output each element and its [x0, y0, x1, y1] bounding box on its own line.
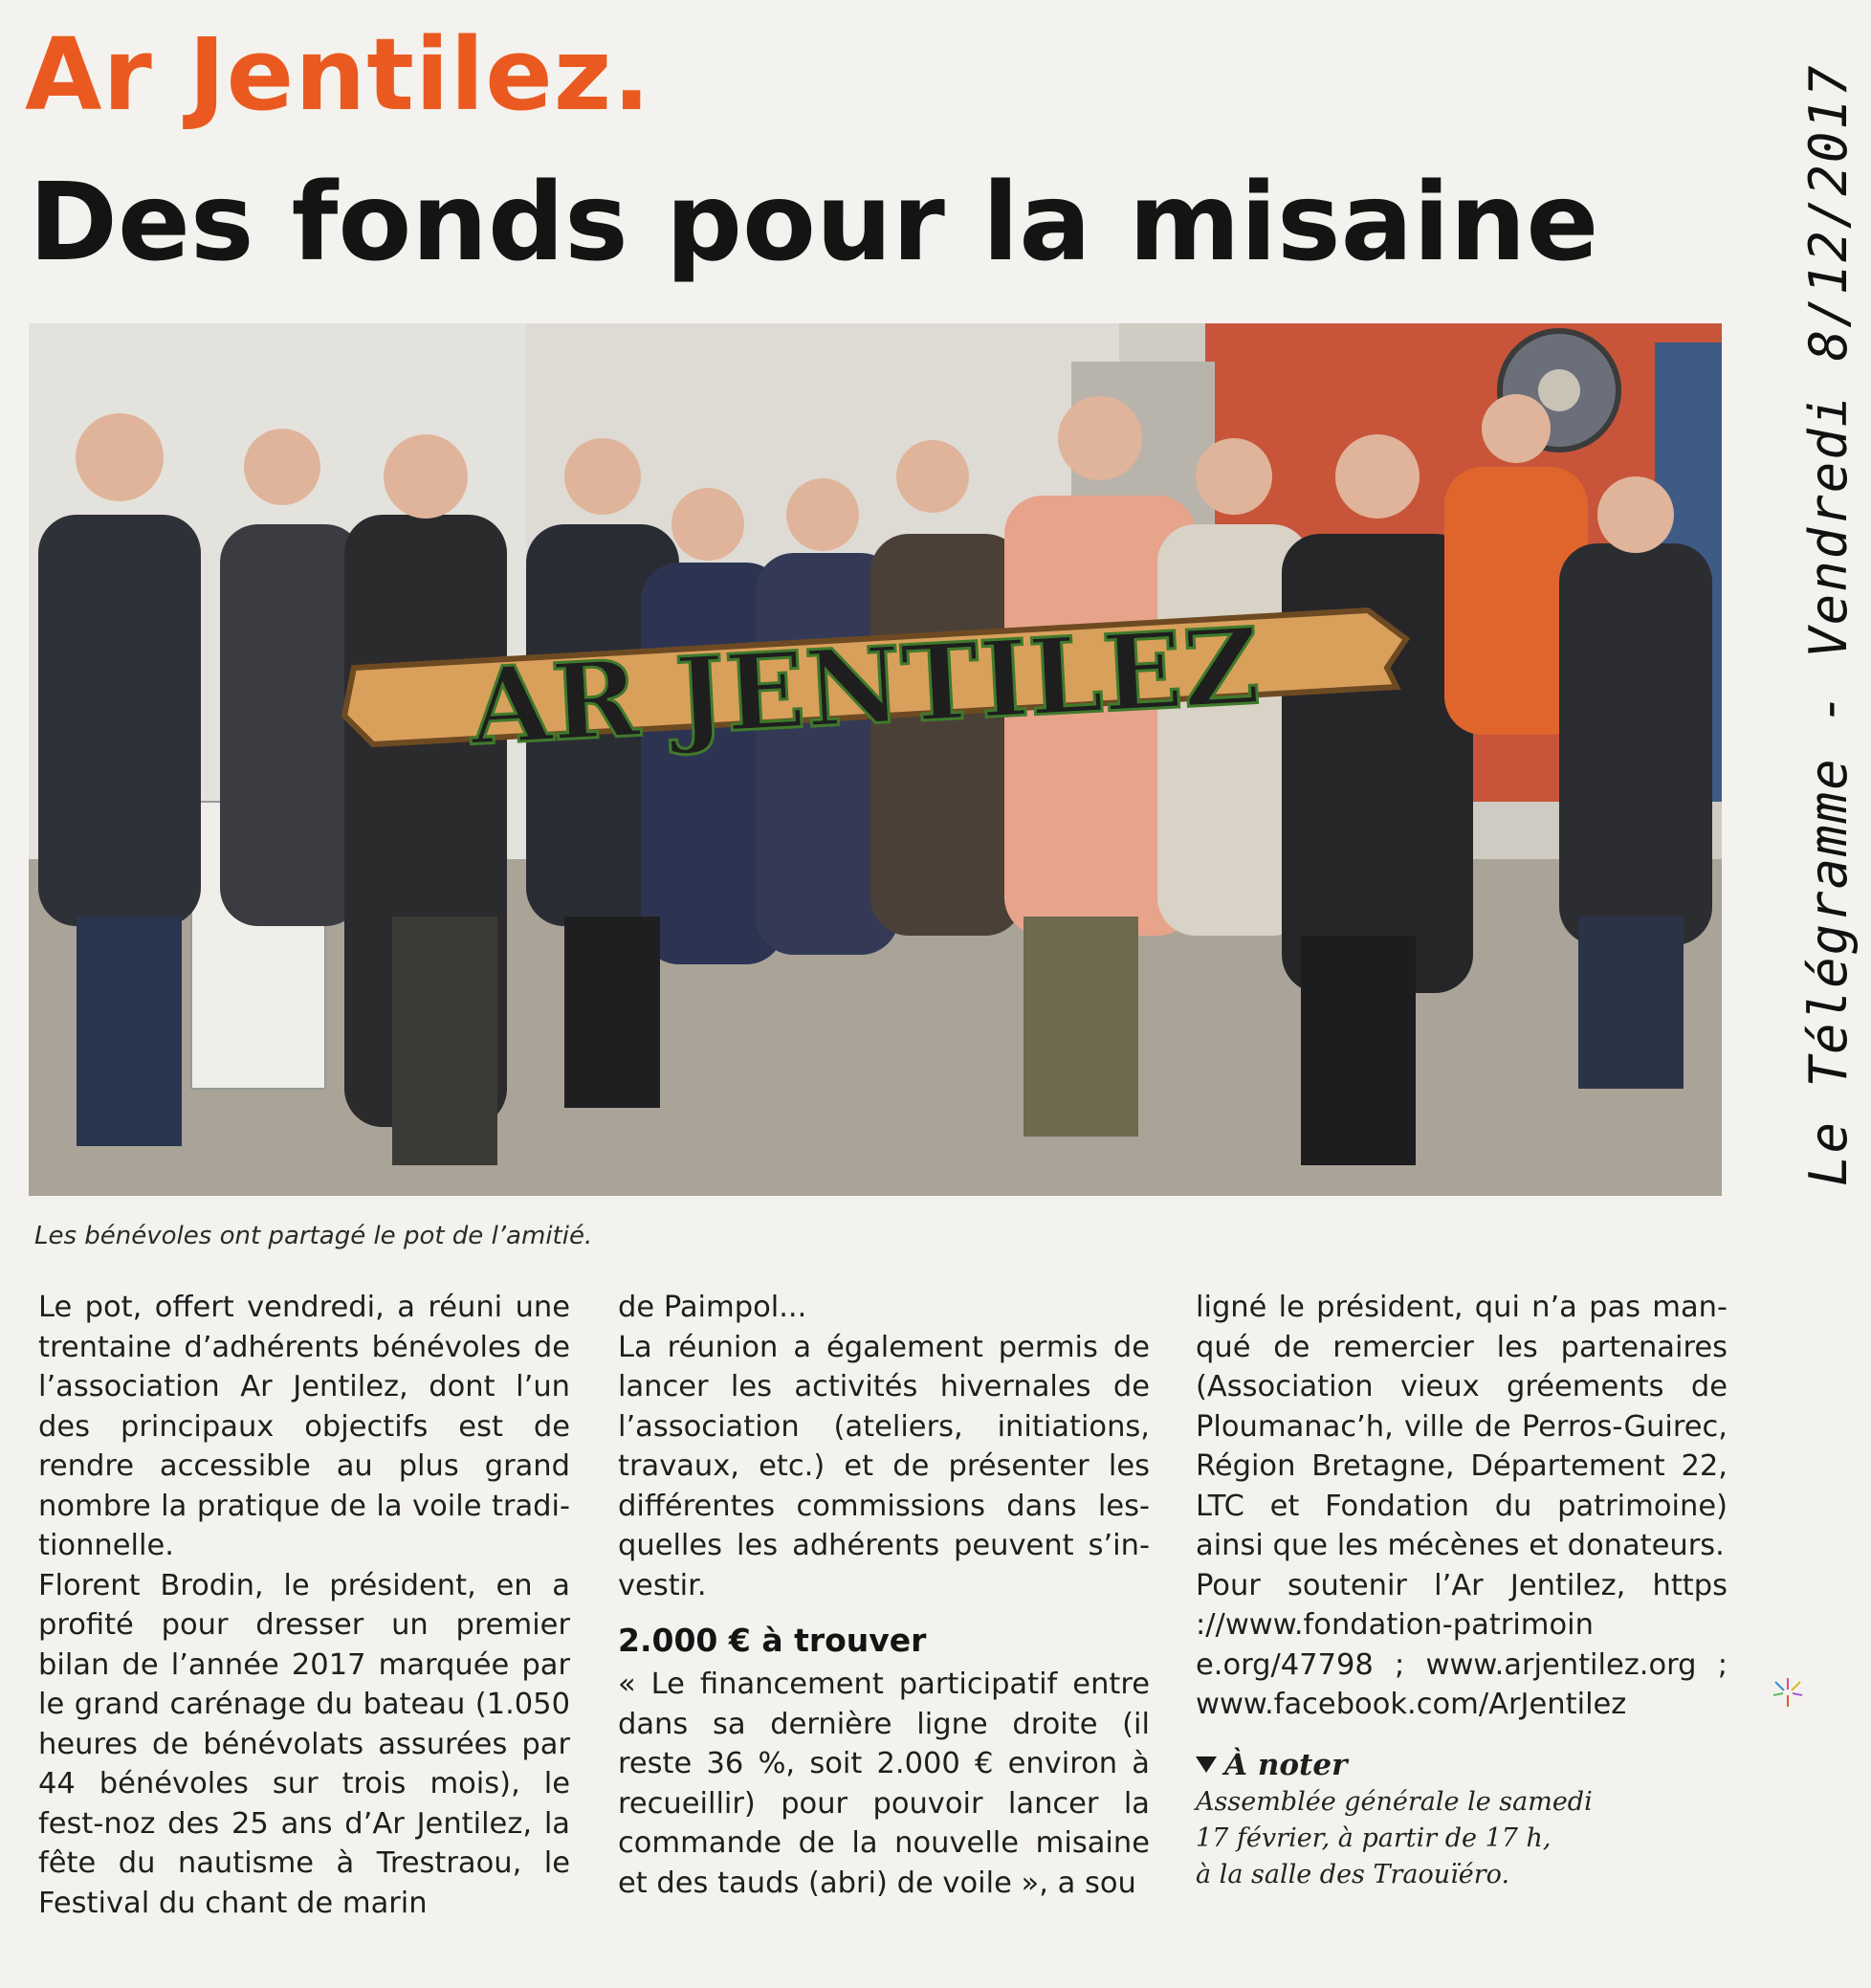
triangle-down-icon [1196, 1756, 1217, 1773]
group-photo-illustration [29, 323, 1722, 1196]
col3-paragraph-1: ligné le président, qui n’a pas manqué de remercier les partenaires (Association vieux gréements de Ploumanac’h, ville de Perros-Guirec, Région Bretagne, Département 22, LTC et Fondation du patrimoine) ainsi que les mécènes et donateurs. [1196, 1291, 1728, 1562]
article-headline: Des fonds pour la misaine [29, 161, 1599, 285]
col1-paragraph-2: Florent Brodin, le président, en a profité pour dresser un premier bilan de l’année 2017 marquée par le grand carénage du bateau (1.050 heures de bénévolats assurées par 44 bénévoles sur trois mois), le fest-noz des 25 ans d’Ar Jentilez, la fête du nautisme à Trestraou, le Festival du chant de marin [38, 1568, 570, 1920]
col3-paragraph-2: Pour soutenir l’Ar Jentilez, https ://www.fondation-patrimoin e.org/47798 ; www.arjentilez.org ; www.facebook.com/ArJentilez [1196, 1568, 1728, 1721]
note-line-1: Assemblée générale le samedi [1196, 1786, 1593, 1817]
article-column-3 [1196, 1288, 1728, 1893]
handwritten-source-note: Le Télégramme - Vendredi 8/12/2017 [1798, 63, 1859, 1186]
col1-paragraph-1: Le pot, offert vendredi, a réuni une trentaine d’adhérents bénévoles de l’association Ar Jentilez, dont l’un des principaux objectifs est de rendre accessible au plus grand nombre la pratique de la voile traditionnelle. [38, 1291, 570, 1562]
note-line-3: à la salle des Traouïéro. [1196, 1859, 1510, 1889]
sign-text: AR JENTILEZ [466, 604, 1263, 769]
photo-caption: Les bénévoles ont partagé le pot de l’amitié. [34, 1222, 593, 1250]
article-kicker: Ar Jentilez. [25, 16, 651, 133]
note-line-2: 17 février, à partir de 17 h, [1196, 1822, 1552, 1853]
sparkle-icon [1772, 1676, 1804, 1709]
article-column-1 [38, 1288, 570, 1923]
article-photo [29, 323, 1722, 1196]
col2-paragraph-2: La réunion a également permis de lancer les activités hivernales de l’association (ateliers, initiations, travaux, etc.) et de présenter les différentes commissions dans lesquelles les adhérents peuvent s’investir. [618, 1330, 1150, 1602]
note-heading [1196, 1746, 1728, 1784]
note-title: À noter [1224, 1747, 1348, 1782]
col2-paragraph-1: de Paimpol... [618, 1291, 807, 1324]
article-column-2 [618, 1288, 1150, 1903]
col2-paragraph-3: « Le financement participatif entre dans sa dernière ligne droite (il reste 36 %, soit 2.000 € environ à recueillir) pour pouvoir lancer la commande de la nouvelle misaine et des tauds (abri) de voile », a sou [618, 1668, 1150, 1900]
col2-subheading: 2.000 € à trouver [618, 1622, 927, 1659]
